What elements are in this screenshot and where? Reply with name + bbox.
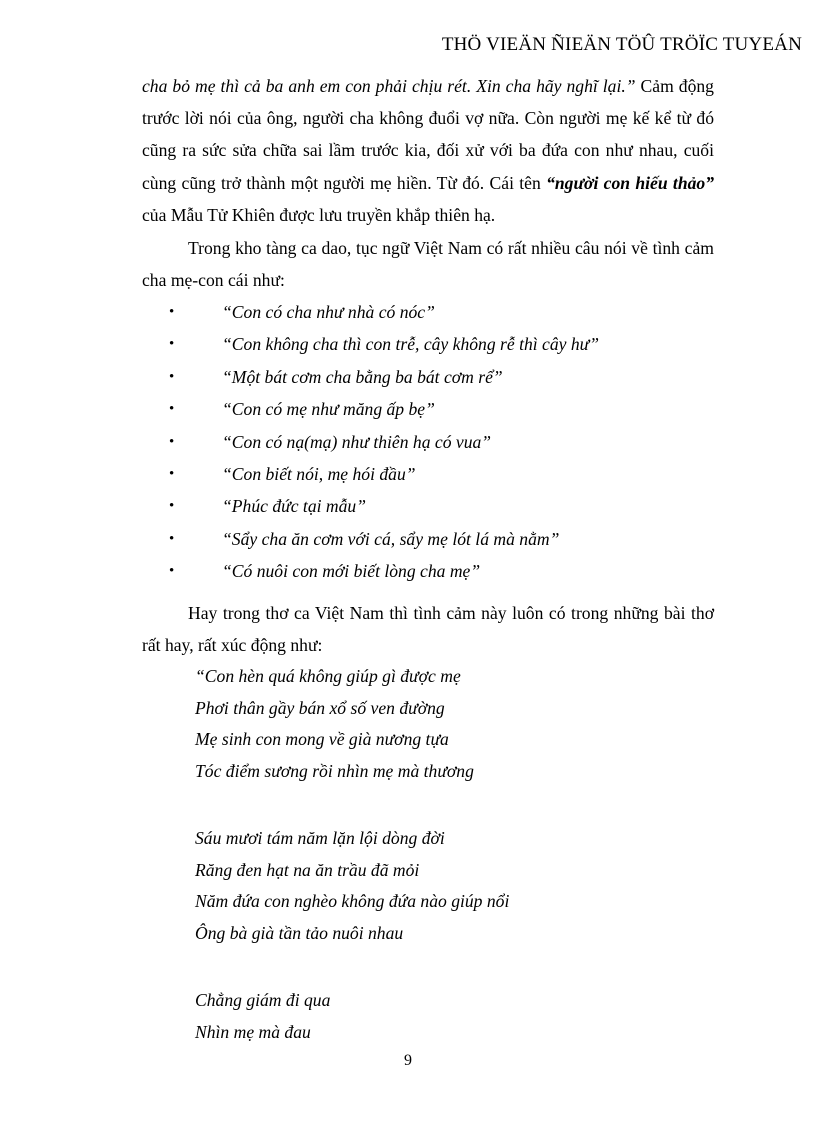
poem-stanza-2 bbox=[195, 823, 509, 949]
quote-fragment: cha bỏ mẹ thì cả ba anh em con phải chịu rét. Xin cha hãy nghĩ lại.” bbox=[142, 76, 636, 96]
list-item bbox=[142, 361, 714, 393]
proverb-text: “Một bát cơm cha bằng ba bát cơm rể” bbox=[222, 366, 503, 387]
poem-line: Năm đứa con nghèo không đứa nào giúp nổi bbox=[195, 891, 510, 911]
running-header: THÖ VIEÄN ÑIEÄN TÖÛ TRÖÏC TUYEÁN bbox=[441, 34, 802, 55]
poem-line: Ông bà già tần tảo nuôi nhau bbox=[195, 922, 404, 943]
bullet: • bbox=[169, 530, 175, 547]
poem-line: Nhìn mẹ mà đau bbox=[195, 1021, 311, 1042]
proverb-text: “Phúc đức tại mẫu” bbox=[222, 496, 366, 517]
list-item bbox=[142, 296, 714, 328]
proverb-text: “Con có mẹ như măng ấp bẹ” bbox=[222, 399, 435, 420]
paragraph-poetry-intro: Hay trong thơ ca Việt Nam thì tình cảm này luôn có trong những bài thơ rất hay, rất xúc động như: bbox=[142, 603, 714, 656]
paragraph-text: Cảm động trước lời nói của ông, người cha không đuổi vợ nữa. Còn người mẹ kế kể từ đó cũng ra sức sửa chữa sai lầm trước kia, đối xử với ba đứa con như nhau, cuối cùng cũng trở thành một người mẹ hiền. Từ đó. Cái tên bbox=[142, 76, 714, 193]
poem-stanza-3 bbox=[195, 985, 330, 1048]
list-item bbox=[142, 458, 714, 490]
list-item bbox=[142, 393, 714, 425]
proverb-text: “Có nuôi con mới biết lòng cha mẹ” bbox=[222, 561, 481, 582]
bullet: • bbox=[169, 563, 175, 580]
poem-line: Phơi thân gầy bán xổ số ven đường bbox=[195, 697, 445, 718]
poem-line: Tóc điểm sương rồi nhìn mẹ mà thương bbox=[195, 760, 474, 781]
list-item bbox=[142, 555, 714, 587]
bullet: • bbox=[169, 304, 175, 320]
poem-stanza-1 bbox=[195, 661, 474, 787]
proverb-list bbox=[142, 296, 714, 588]
proverb-text: “Con biết nói, mẹ hói đầu” bbox=[222, 463, 416, 484]
bullet: • bbox=[169, 433, 175, 450]
bullet: • bbox=[169, 498, 175, 515]
poem-line: Chẳng giám đi qua bbox=[195, 990, 331, 1010]
bullet: • bbox=[169, 465, 175, 482]
list-item bbox=[142, 426, 714, 458]
proverb-text: “Con không cha thì con trễ, cây không rễ thì cây hư” bbox=[222, 334, 600, 355]
bullet: • bbox=[169, 336, 175, 353]
poem-line: “Con hèn quá không giúp gì được mẹ bbox=[195, 666, 461, 686]
bullet: • bbox=[169, 368, 175, 385]
proverb-text: “Con có nạ(mạ) như thiên hạ có vua” bbox=[222, 431, 492, 452]
page-number: 9 bbox=[404, 1052, 412, 1069]
paragraph-story-ending bbox=[142, 70, 714, 231]
bullet: • bbox=[169, 401, 175, 418]
poem-line: Sáu mươi tám năm lặn lội dòng đời bbox=[195, 828, 445, 848]
poem-line: Răng đen hạt na ăn trầu đã mỏi bbox=[195, 859, 420, 880]
list-item bbox=[142, 523, 714, 555]
paragraph-proverbs-intro: Trong kho tàng ca dao, tục ngữ Việt Nam có rất nhiều câu nói về tình cảm cha mẹ-con cái như: bbox=[142, 238, 714, 291]
list-item bbox=[142, 328, 714, 360]
list-item bbox=[142, 490, 714, 522]
emphasized-term: “người con hiếu thảo” bbox=[546, 172, 714, 193]
poem-line: Mẹ sinh con mong về già nương tựa bbox=[195, 729, 449, 749]
proverb-text: “Sẩy cha ăn cơm với cá, sẩy mẹ lót lá mà nằm” bbox=[222, 528, 560, 549]
proverb-text: “Con có cha như nhà có nóc” bbox=[222, 302, 435, 322]
paragraph-text: của Mẫu Tử Khiên được lưu truyền khắp thiên hạ. bbox=[142, 204, 496, 225]
